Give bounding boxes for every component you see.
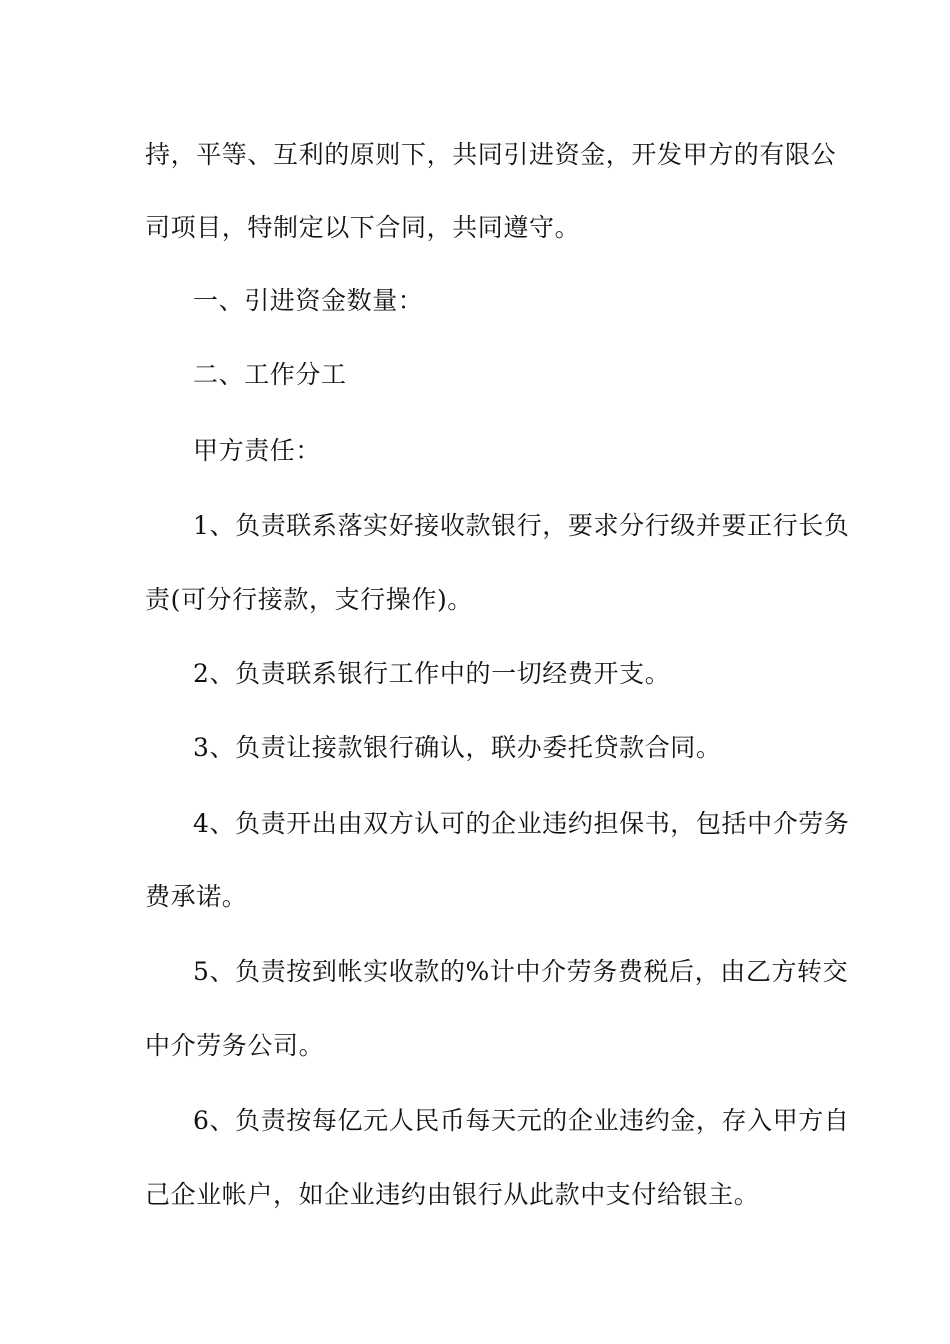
list-item: 3、负责让接款银行确认，联办委托贷款合同。 xyxy=(193,733,722,762)
paragraph-line: 司项目，特制定以下合同，共同遵守。 xyxy=(145,213,581,242)
list-item: 4、负责开出由双方认可的企业违约担保书，包括中介劳务 xyxy=(193,809,850,838)
subsection-heading: 甲方责任： xyxy=(193,436,322,465)
paragraph-line: 持，平等、互利的原则下，共同引进资金，开发甲方的有限公 xyxy=(145,140,837,169)
list-item-continuation: 责(可分行接款，支行操作)。 xyxy=(145,585,473,614)
list-item: 5、负责按到帐实收款的%计中介劳务费税后，由乙方转交 xyxy=(193,957,849,986)
section-heading: 一、引进资金数量： xyxy=(193,286,424,315)
list-item-continuation: 中介劳务公司。 xyxy=(145,1031,325,1060)
list-item-continuation: 费承诺。 xyxy=(145,882,248,911)
list-item: 2、负责联系银行工作中的一切经费开支。 xyxy=(193,659,671,688)
list-item: 6、负责按每亿元人民币每天元的企业违约金，存入甲方自 xyxy=(193,1106,850,1135)
list-item: 1、负责联系落实好接收款银行，要求分行级并要正行长负 xyxy=(193,511,850,540)
section-heading: 二、工作分工 xyxy=(193,360,347,389)
list-item-continuation: 己企业帐户，如企业违约由银行从此款中支付给银主。 xyxy=(145,1180,760,1209)
